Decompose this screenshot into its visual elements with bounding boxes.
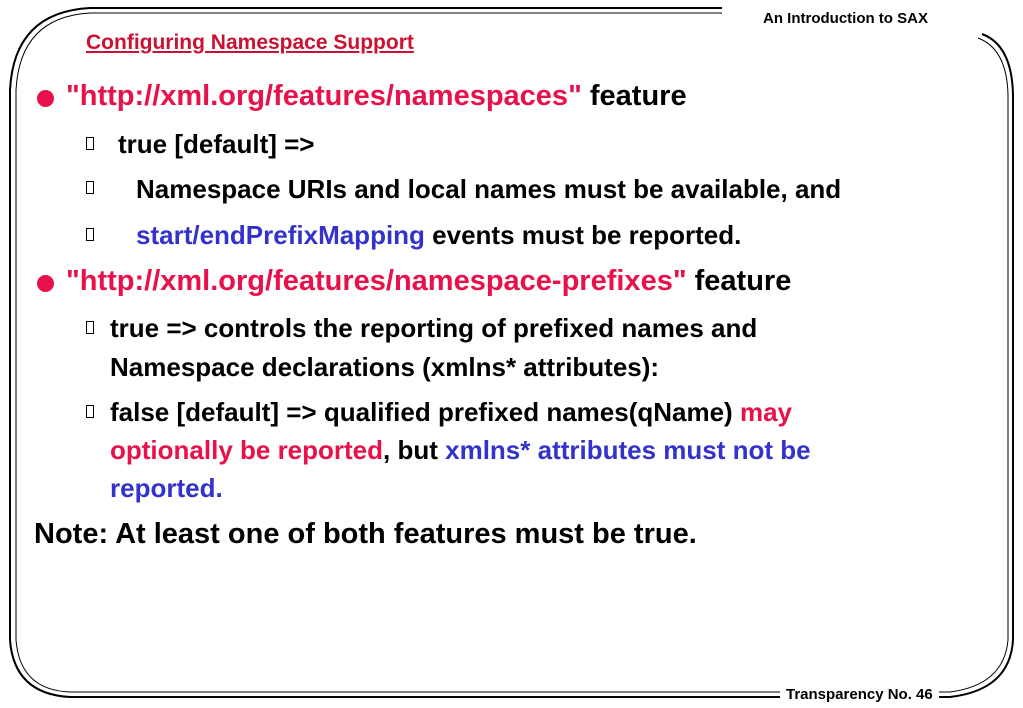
bullet-namespace-prefixes (66, 265, 791, 298)
prefix-mapping-event: start/endPrefixMapping (136, 220, 425, 250)
namespace-prefixes-feature-word: feature (686, 265, 792, 297)
note-text: Note: At least one of both features must be true. (34, 518, 697, 550)
sub-bullet-icon (86, 405, 94, 418)
bullet-dot-icon (37, 90, 54, 107)
sub-false-default-3: reported. (110, 473, 223, 503)
xmlns-must-not-text: xmlns* attributes must not be (445, 435, 811, 465)
sub-bullet-icon (86, 228, 94, 241)
slide-title: Configuring Namespace Support (86, 31, 414, 54)
namespace-prefixes-uri: "http://xml.org/features/namespace-prefixes" (66, 265, 687, 297)
sub-bullet-icon (86, 137, 94, 150)
sub-true-default: true [default] => (118, 129, 315, 159)
optionally-reported-text: optionally be reported (110, 435, 384, 465)
namespaces-feature-word: feature (581, 80, 687, 112)
sub-prefix-mapping (136, 220, 741, 251)
but-text: , but (383, 435, 446, 465)
sub-false-default-1 (110, 397, 792, 428)
sub-bullet-icon (86, 181, 94, 194)
header-text: An Introduction to SAX (757, 10, 934, 27)
bullet-namespaces (66, 80, 687, 113)
sub-true-controls-1: true => controls the reporting of prefixed names and (110, 313, 758, 343)
footer-text: Transparency No. 46 (780, 686, 939, 703)
sub-uris-available: Namespace URIs and local names must be available, and (136, 174, 842, 204)
prefix-mapping-rest: events must be reported. (424, 220, 742, 250)
false-default-text: false [default] => qualified prefixed names(qName) (110, 397, 740, 427)
sub-true-controls-2: Namespace declarations (xmlns* attributes): (110, 352, 660, 382)
namespaces-uri: "http://xml.org/features/namespaces" (66, 80, 582, 112)
sub-false-default-2 (110, 435, 811, 466)
bullet-dot-icon (37, 275, 54, 292)
sub-bullet-icon (86, 321, 94, 334)
may-text: may (739, 397, 792, 427)
